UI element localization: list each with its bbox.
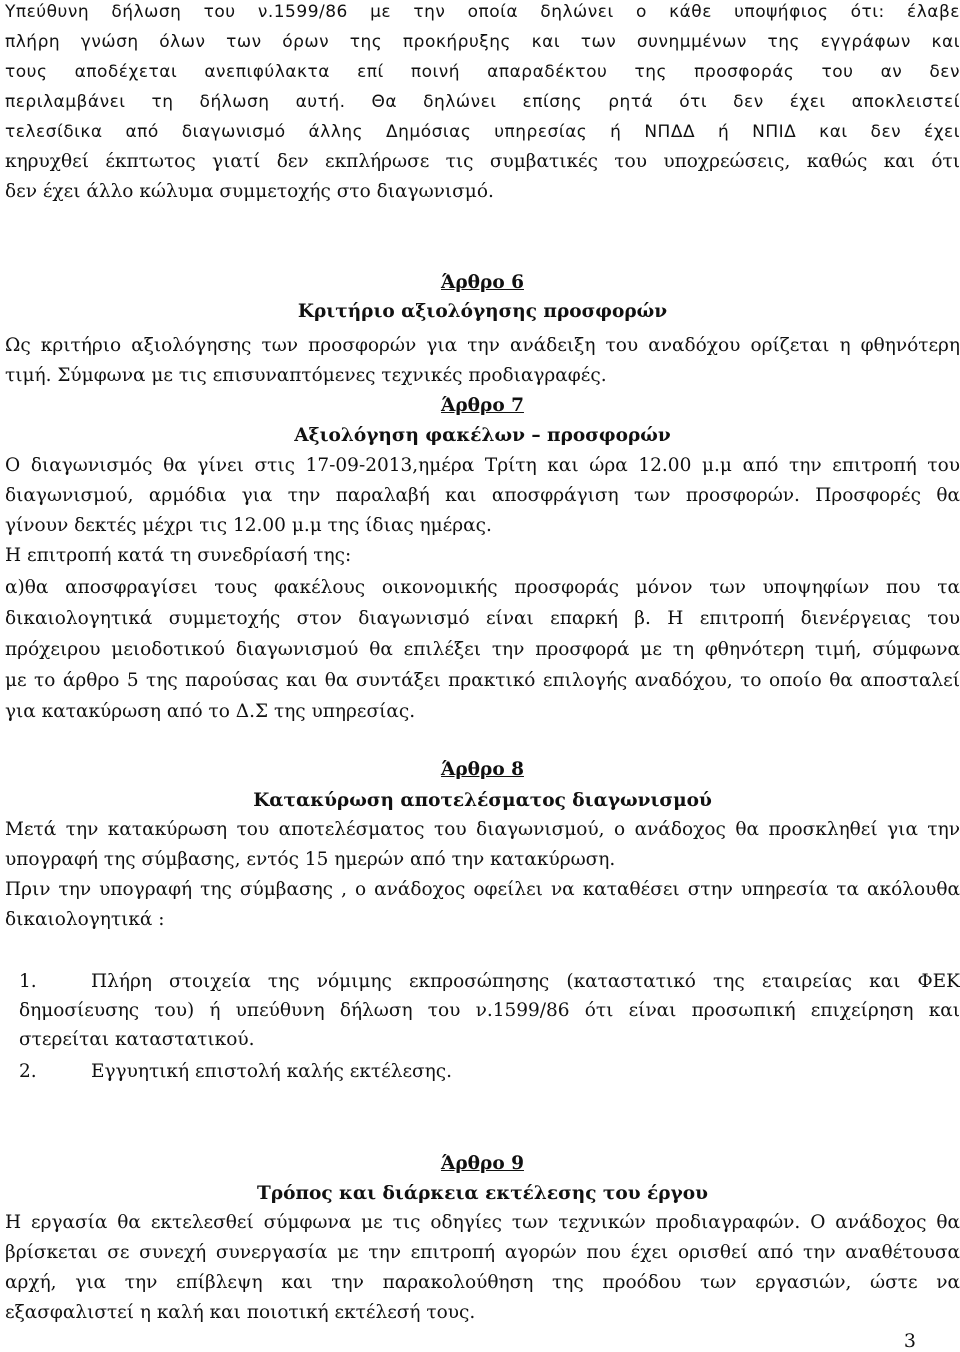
article-8-line: Πριν την υπογραφή της σύμβασης , ο ανάδοχος οφείλει να καταθέσει στην υπηρεσία τα ακόλουθα — [5, 879, 960, 900]
intro-line: Υπεύθυνη δήλωση του ν.1599/86 με την οποία δηλώνει ο κάθε υποψήφιος ότι: έλαβε — [5, 2, 960, 22]
article-7-line: Ο διαγωνισμός θα γίνει στις 17-09-2013,ημέρα Τρίτη και ώρα 12.00 μ.μ από την επιτροπή του — [5, 455, 960, 476]
article-8-heading: Άρθρο 8 — [441, 759, 524, 780]
article-7-line: πρόχειρου μειοδοτικού διαγωνισμού θα επιλέξει την προσφορά με τη φθηνότερη τιμή, σύμφωνα — [5, 639, 960, 660]
intro-line: κηρυχθεί έκπτωτος γιατί δεν εκπλήρωσε τις συμβατικές του υποχρεώσεις, καθώς και ότι — [5, 151, 960, 172]
article-6-heading: Άρθρο 6 — [441, 272, 524, 293]
article-9-line: βρίσκεται σε συνεχή συνεργασία με την επιτροπή αγορών που έχει ορισθεί από την αναθέτουσα — [5, 1242, 960, 1263]
article-7-heading: Άρθρο 7 — [441, 395, 524, 416]
article-8-line: δικαιολογητικά : — [5, 909, 165, 930]
article-7-line: διαγωνισμού, αρμόδια για την παραλαβή και αποσφράγιση των προσφορών. Προσφορές θα — [5, 485, 960, 506]
article-9-line: Η εργασία θα εκτελεσθεί σύμφωνα με τις οδηγίες των τεχνικών προδιαγραφών. Ο ανάδοχος θα — [5, 1212, 960, 1233]
list-item-text: Πλήρη στοιχεία της νόμιμης εκπροσώπησης (καταστατικό της εταιρείας και ΦΕΚ — [91, 971, 960, 992]
article-8-title: Κατακύρωση αποτελέσματος διαγωνισμού — [253, 790, 712, 811]
intro-line: τους αποδέχεται ανεπιφύλακτα επί ποινή απαραδέκτου της προσφοράς του αν δεν — [5, 62, 960, 82]
article-8-line: υπογραφή της σύμβασης, εντός 15 ημερών από την κατακύρωση. — [5, 849, 616, 870]
article-6-title: Κριτήριο αξιολόγησης προσφορών — [297, 301, 668, 322]
article-7-line: με το άρθρο 5 της παρούσας και θα συντάξει πρακτικό επιλογής αναδόχου, το οποίο θα αποσταλεί — [5, 670, 960, 691]
intro-line: δεν έχει άλλο κώλυμα συμμετοχής στο διαγωνισμό. — [5, 181, 494, 202]
list-item — [19, 970, 960, 994]
article-7-line: δικαιολογητικά συμμετοχής στον διαγωνισμό είναι επαρκή β. Η επιτροπή διενέργειας του — [5, 608, 960, 629]
article-9-line: εξασφαλιστεί η καλή και ποιοτική εκτέλεσή τους. — [5, 1302, 476, 1323]
article-7-line: Η επιτροπή κατά τη συνεδρίασή της: — [5, 545, 352, 566]
list-item-line: δημοσίευσης του) ή υπεύθυνη δήλωση του ν.1599/86 ότι είναι προσωπική επιχείρηση και — [19, 1000, 960, 1021]
article-8-line: Μετά την κατακύρωση του αποτελέσματος του διαγωνισμού, ο ανάδοχος θα προσκληθεί για την — [5, 819, 960, 840]
article-7-line: α)θα αποσφραγίσει τους φακέλους οικονομικής προσφοράς μόνον των υποψηφίων που τα — [5, 577, 960, 598]
page-number: 3 — [903, 1330, 916, 1352]
intro-line: πλήρη γνώση όλων των όρων της προκήρυξης και των συνημμένων της εγγράφων και — [5, 32, 960, 52]
article-6-line: Ως κριτήριο αξιολόγησης των προσφορών για την ανάδειξη του αναδόχου ορίζεται η φθηνότερη — [5, 335, 960, 356]
list-item-line: στερείται καταστατικού. — [19, 1029, 255, 1050]
intro-line: περιλαμβάνει τη δήλωση αυτή. Θα δηλώνει επίσης ρητά ότι δεν έχει αποκλειστεί — [5, 92, 960, 112]
list-item-number: 1. — [19, 971, 37, 992]
list-item — [19, 1060, 960, 1084]
article-9-heading: Άρθρο 9 — [441, 1153, 524, 1174]
article-7-line: γίνουν δεκτές μέχρι τις 12.00 μ.μ της ίδιας ημέρας. — [5, 515, 492, 536]
list-item-text: Εγγυητική επιστολή καλής εκτέλεσης. — [91, 1061, 452, 1082]
article-9-title: Τρόπος και διάρκεια εκτέλεσης του έργου — [257, 1183, 708, 1204]
article-9-line: αρχή, για την επίβλεψη και την παρακολούθηση της προόδου των εργασιών, ώστε να — [5, 1272, 960, 1293]
list-item-number: 2. — [19, 1061, 37, 1082]
article-7-title: Αξιολόγηση φακέλων – προσφορών — [294, 425, 671, 446]
article-7-line: για κατακύρωση από το Δ.Σ της υπηρεσίας. — [5, 701, 416, 722]
article-6-line: τιμή. Σύμφωνα με τις επισυναπτόμενες τεχνικές προδιαγραφές. — [5, 365, 607, 386]
intro-line: τελεσίδικα από διαγωνισμό άλλης Δημόσιας υπηρεσίας ή ΝΠΔΔ ή ΝΠΙΔ και δεν έχει — [5, 122, 960, 142]
